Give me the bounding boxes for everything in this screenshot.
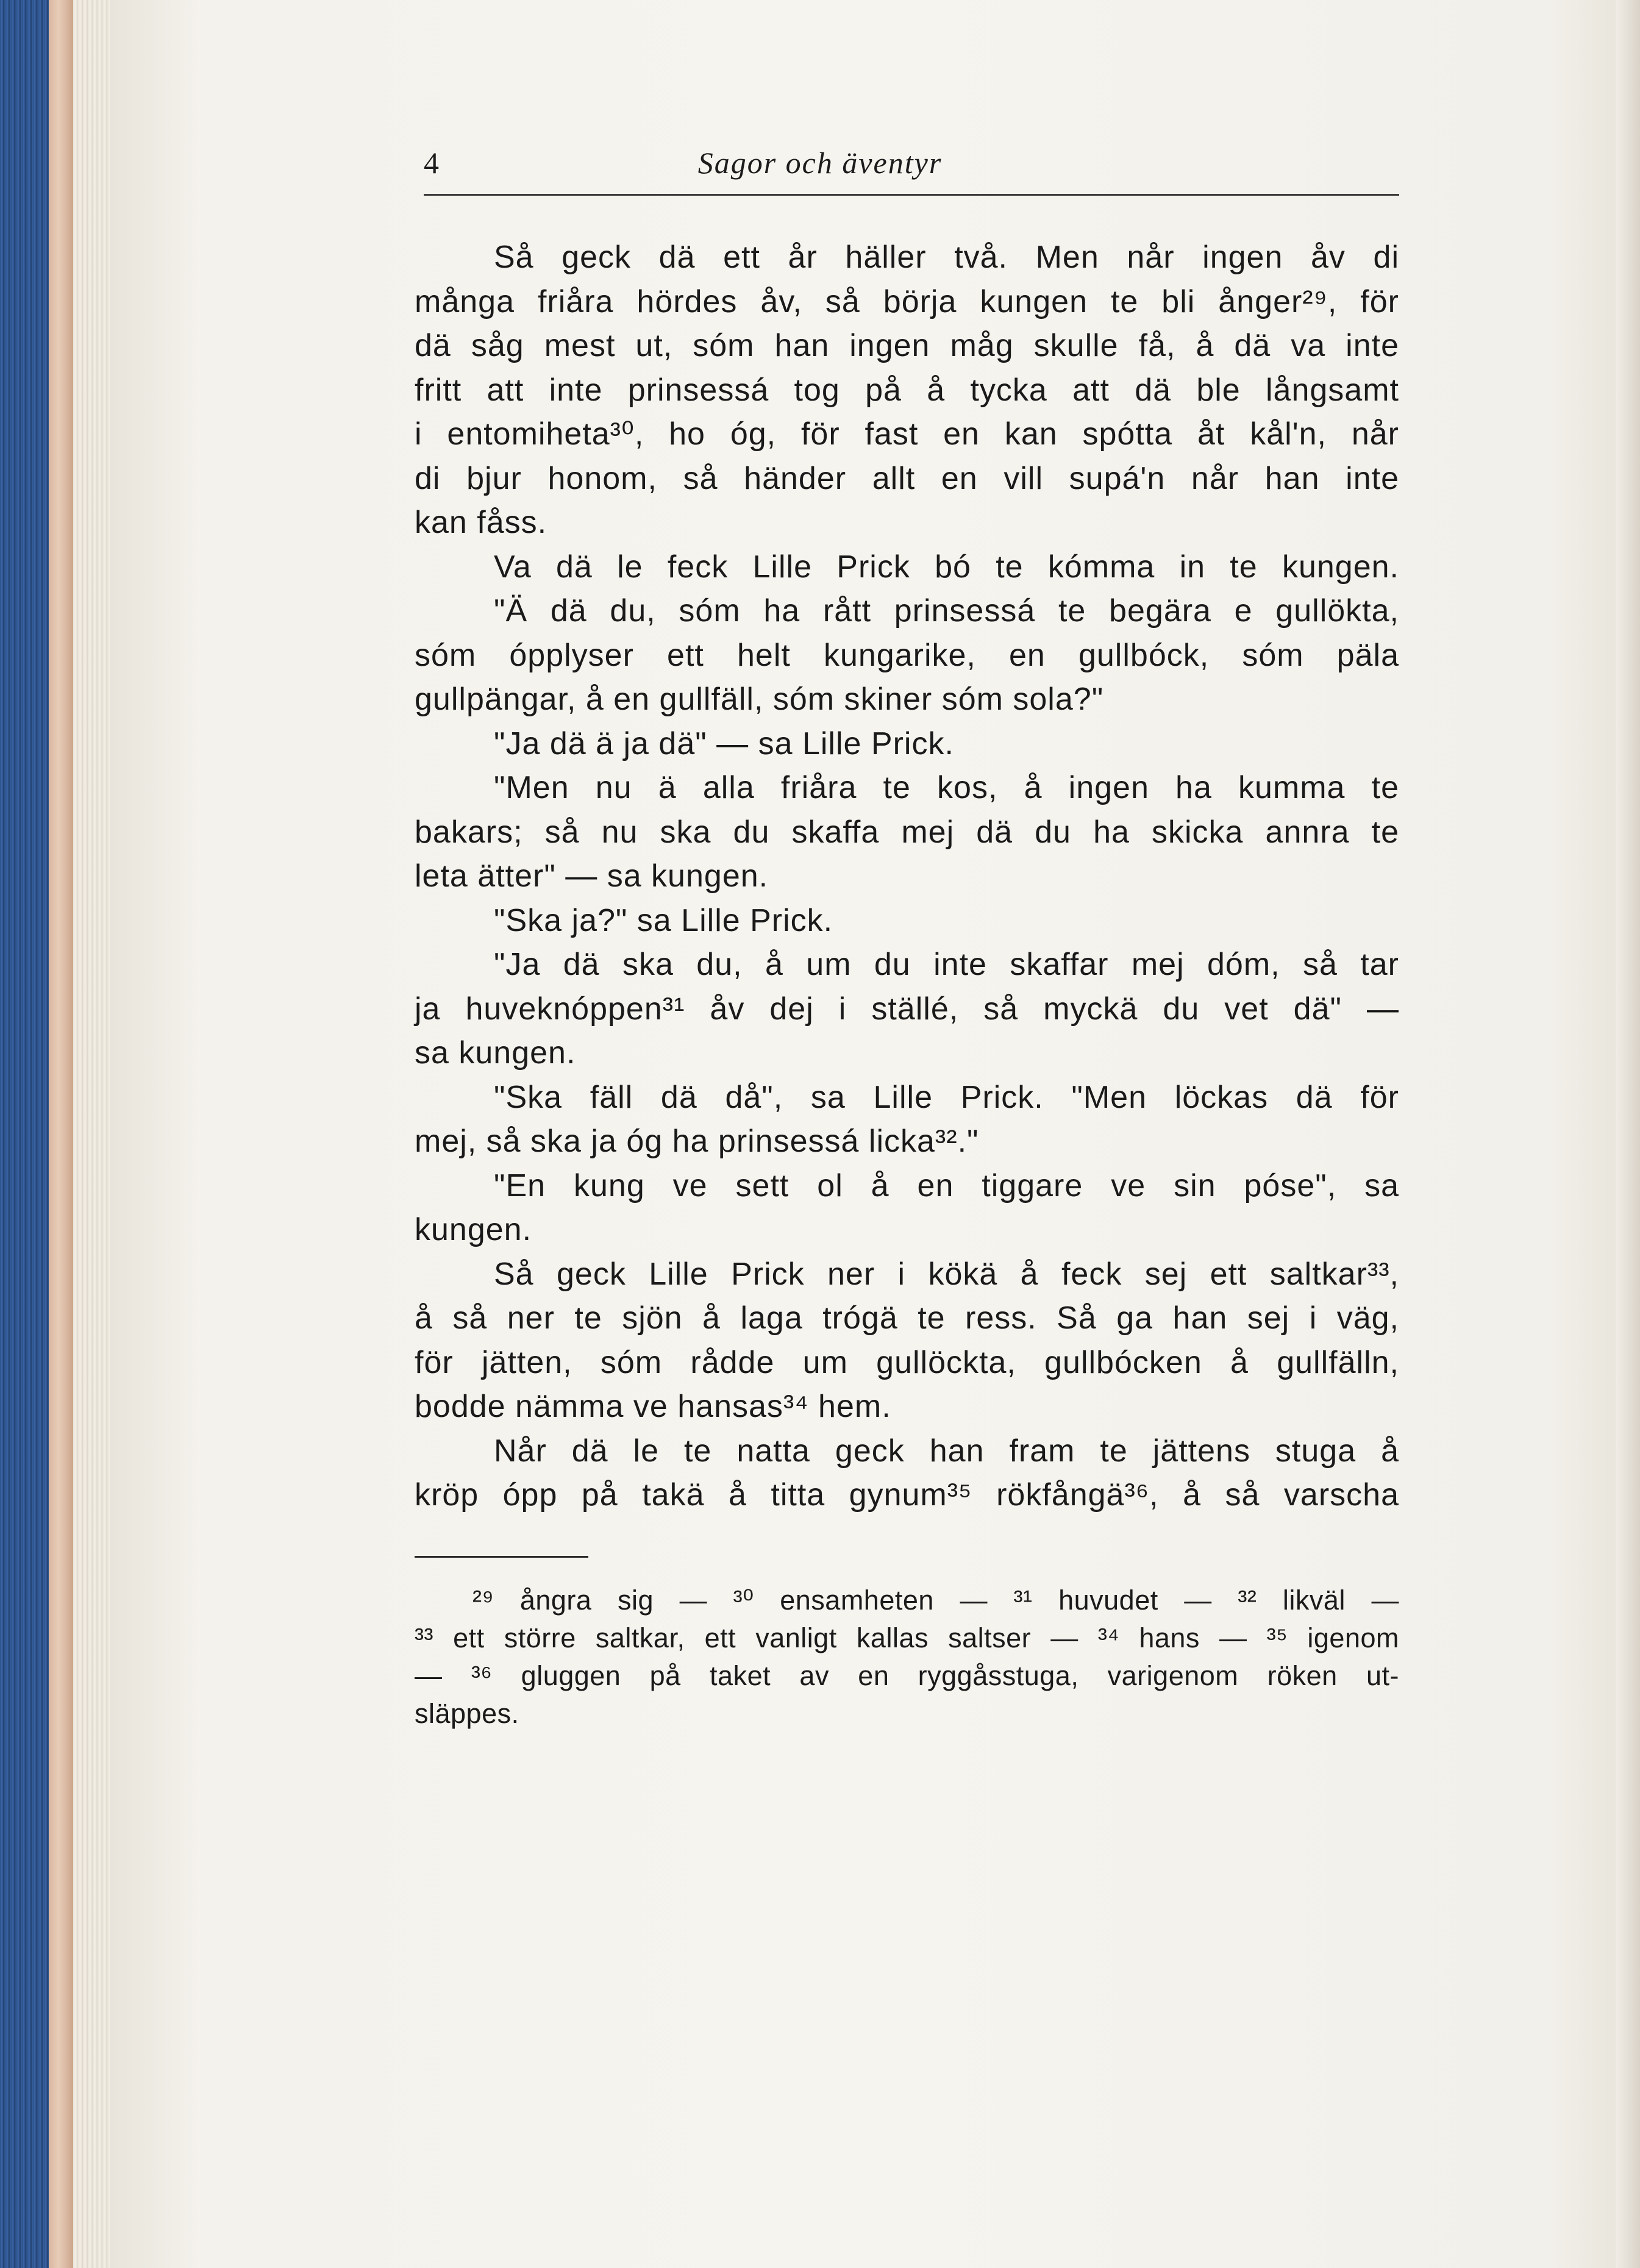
text-line: fritt att inte prinsessá tog på å tycka att dä ble långsamt — [415, 372, 1399, 408]
text-line: di bjur honom, så händer allt en vill supá'n når han inte — [415, 460, 1399, 496]
page-header — [424, 145, 1399, 196]
page-stack — [73, 0, 110, 2268]
text-line: "Ä dä du, sóm ha rått prinsessá te begära e gullökta, — [494, 593, 1399, 629]
text-line: bakars; så nu ska du skaffa mej dä du ha skicka annra te — [415, 814, 1399, 850]
text-line: "En kung ve sett ol å en tiggare ve sin póse", sa — [494, 1168, 1399, 1204]
text-line: Så geck Lille Prick ner i kökä å feck sej ett saltkar³³, — [494, 1256, 1399, 1292]
book-cover-edge — [0, 0, 49, 2268]
text-line: kungen. — [415, 1212, 532, 1247]
text-line: gullpängar, å en gullfäll, sóm skiner sóm sola?" — [415, 682, 1104, 717]
text-line: bodde nämma ve hansas³⁴ hem. — [415, 1389, 891, 1424]
footnotes — [415, 1582, 1399, 1733]
text-line: kan fåss. — [415, 505, 547, 540]
footnote-line: — ³⁶ gluggen på taket av en ryggåsstuga, varigenom röken ut- — [415, 1660, 1399, 1691]
text-line: leta ätter" — sa kungen. — [415, 858, 769, 894]
text-line: kröp ópp på takä å titta gynum³⁵ rökfångä³⁶, å så varscha — [415, 1477, 1399, 1513]
text-line: "Ska ja?" sa Lille Prick. — [494, 902, 833, 938]
text-line: Når dä le te natta geck han fram te jättens stuga å — [494, 1433, 1399, 1469]
text-line: Va dä le feck Lille Prick bó te kómma in te kungen. — [494, 549, 1399, 585]
page-right-edge — [1616, 0, 1640, 2268]
text-line: "Men nu ä alla friåra te kos, å ingen ha kumma te — [494, 770, 1399, 805]
text-line: många friåra hördes åv, så börja kungen te bli ånger²⁹, för — [415, 284, 1399, 319]
text-line: å så ner te sjön å laga trógä te ress. Så ga han sej i väg, — [415, 1300, 1399, 1336]
footnote-line: släppes. — [415, 1698, 519, 1729]
text-line: mej, så ska ja óg ha prinsessá licka³²." — [415, 1124, 979, 1159]
text-line: "Ska fäll dä då", sa Lille Prick. "Men löckas dä för — [494, 1079, 1399, 1115]
body-text — [415, 235, 1399, 1517]
footnote-line: ³³ ett större saltkar, ett vanligt kallas saltser — ³⁴ hans — ³⁵ igenom — [415, 1622, 1399, 1653]
text-line: "Ja dä ska du, å um du inte skaffar mej dóm, så tar — [494, 947, 1399, 982]
text-line: Så geck dä ett år häller två. Men når ingen åv di — [494, 240, 1399, 275]
page-number: 4 — [424, 146, 439, 180]
text-line: i entomiheta³⁰, ho óg, för fast en kan spótta åt kål'n, når — [415, 416, 1399, 452]
footnote-line: ²⁹ ångra sig — ³⁰ ensamheten — ³¹ huvudet — ³² likväl — — [472, 1585, 1399, 1616]
text-line: ja huveknóppen³¹ åv dej i ställé, så myckä du vet dä" — — [415, 991, 1399, 1027]
text-line: dä såg mest ut, sóm han ingen måg skulle få, å dä va inte — [415, 328, 1399, 363]
running-title: Sagor och äventyr — [697, 146, 943, 180]
book-board-edge — [49, 0, 73, 2268]
text-line: sa kungen. — [415, 1035, 576, 1071]
text-line: för jätten, sóm rådde um gullöckta, gullbócken å gullfälln, — [415, 1344, 1399, 1380]
text-line: "Ja dä ä ja dä" — sa Lille Prick. — [494, 726, 954, 761]
text-line: sóm ópplyser ett helt kungarike, en gullbóck, sóm päla — [415, 637, 1399, 673]
footnote-divider — [415, 1556, 588, 1558]
